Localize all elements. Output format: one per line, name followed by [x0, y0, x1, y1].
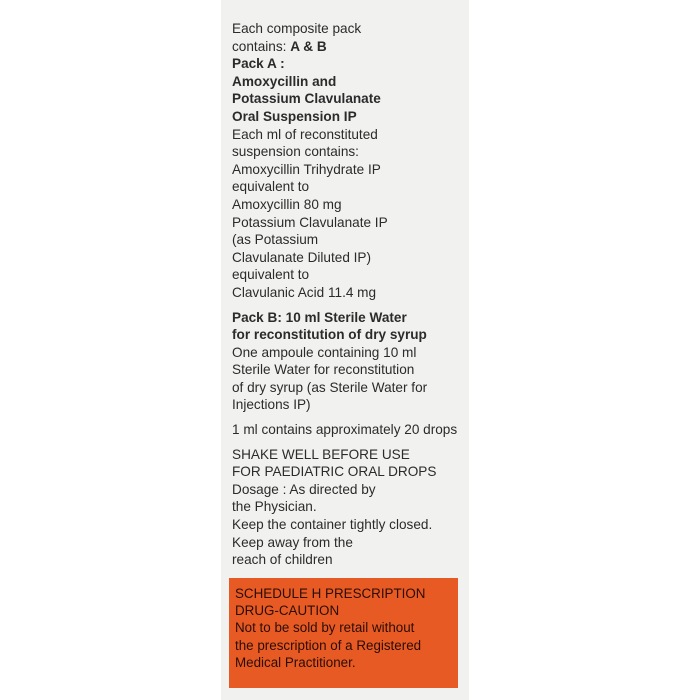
pack-a-name: Potassium Clavulanate	[232, 91, 381, 107]
pack-a-detail: suspension contains:	[232, 144, 359, 160]
pack-b-detail: Sterile Water for reconstitution	[232, 362, 415, 378]
pack-a-detail: Amoxycillin Trihydrate IP	[232, 161, 381, 177]
schedule-h-caution-box	[229, 578, 458, 688]
pack-a-detail: equivalent to	[232, 267, 310, 283]
drops-note: 1 ml contains approximately 20 drops	[232, 422, 458, 438]
label-text	[232, 20, 470, 569]
pack-b-detail: Injections IP)	[232, 397, 311, 413]
pack-a-detail: Clavulanic Acid 11.4 mg	[232, 284, 377, 300]
pack-b-detail: One ampoule containing 10 ml	[232, 344, 417, 360]
dosage-instruction: Dosage : As directed by	[232, 481, 376, 497]
pack-b-heading: for reconstitution of dry syrup	[232, 327, 427, 343]
pack-a-detail: Clavulanate Diluted IP)	[232, 249, 372, 265]
pack-a-name: Amoxycillin and	[232, 73, 337, 89]
pack-b-detail: of dry syrup (as Sterile Water for	[232, 379, 428, 395]
pack-a-detail: Amoxycillin 80 mg	[232, 196, 342, 212]
pack-a-name: Oral Suspension IP	[232, 108, 357, 124]
intro-prefix: contains:	[232, 38, 291, 54]
shake-instruction: FOR PAEDIATRIC ORAL DROPS	[232, 464, 437, 480]
caution-line: SCHEDULE H PRESCRIPTION	[235, 586, 426, 601]
storage-instruction: Keep away from the	[232, 534, 353, 550]
caution-line: Not to be sold by retail without	[235, 620, 415, 636]
pack-a-detail: Each ml of reconstituted	[232, 126, 378, 142]
pack-b-heading: Pack B: 10 ml Sterile Water	[232, 309, 407, 325]
shake-instruction: SHAKE WELL BEFORE USE	[232, 446, 410, 462]
pack-a-heading: Pack A :	[232, 56, 285, 72]
intro-packs: A & B	[290, 38, 327, 54]
intro-line	[232, 38, 470, 56]
pack-a-detail: (as Potassium	[232, 232, 319, 248]
caution-line: Medical Practitioner.	[235, 654, 356, 670]
pack-a-detail: equivalent to	[232, 179, 310, 195]
caution-line: DRUG-CAUTION	[235, 603, 340, 619]
intro-line: Each composite pack	[232, 21, 362, 36]
storage-instruction: Keep the container tightly closed.	[232, 517, 433, 533]
storage-instruction: reach of children	[232, 552, 333, 568]
pack-a-detail: Potassium Clavulanate IP	[232, 214, 388, 230]
dosage-instruction: the Physician.	[232, 499, 317, 515]
caution-line: the prescription of a Registered	[235, 637, 422, 653]
